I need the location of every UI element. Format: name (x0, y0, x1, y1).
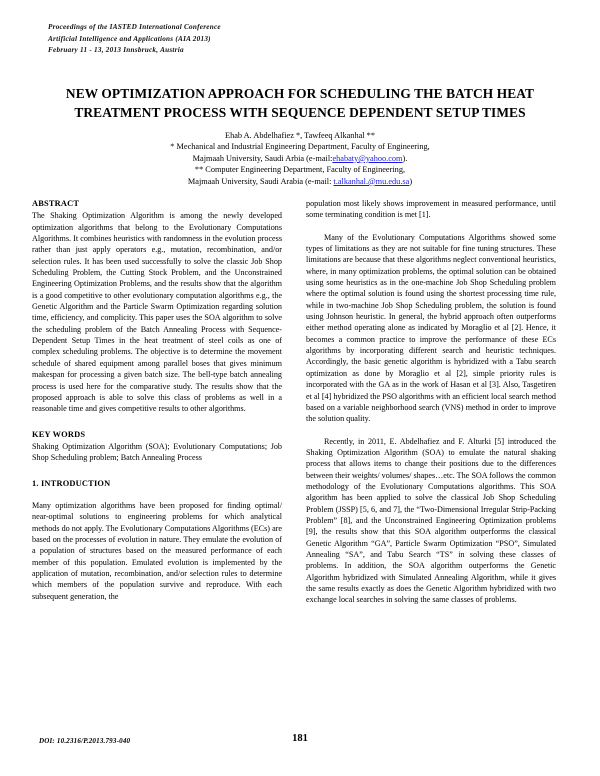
introduction-paragraph-2: Many of the Evolutionary Computations Algorithms showed some types of limitations as they are not suitable for fine tuning structures. These limitations are because that these algorithms neglect conventional heuristics, where, in many optimization problems, the optimal solution can be obtained using some heuristics as in the one-machine Job Shop Scheduling problem where the optimal solution is found using the shortest processing time rule, while in two-machine Job Shop Scheduling problem, the solution is found using Johnson heuristic. In general, the hybrid approach often outperforms either method operating alone as indicated by Moraglio et al [2]. Hence, it becomes a common practice to improve the performance of these ECs algorithms by incorporating different search and heuristic techniques. Accordingly, the basic genetic algorithm is hybridized with a Tabu search optimization as done by Moraglio et al [2], simple priority rules is incorporated with the GA as in the work of Hasan et al [3]. Also, Tasgetiren et al [4] hybridized the PSO algorithms with an efficient local search method based on a variable neighborhood search (VNS) method in order to improve the solution quality. (306, 232, 556, 424)
author-block (34, 130, 566, 187)
conference-date-location-line: February 11 - 13, 2013 Innsbruck, Austria (48, 46, 184, 54)
affiliation-1-suffix: ). (402, 153, 408, 163)
author-2-email-link[interactable]: t.alkanhal.@mu.edu.sa (333, 176, 410, 186)
affiliation-2-suffix: ) (409, 176, 413, 186)
introduction-paragraph-1-continued: population most likely shows improvement in measured performance, until some terminating condition is met [1]. (306, 199, 556, 220)
conference-name-line: Artificial Intelligence and Applications (AIA 2013) (48, 34, 211, 43)
doi-footer: DOI: 10.2316/P.2013.793-040 (39, 737, 131, 745)
keywords-text: Shaking Optimization Algorithm (SOA); Evolutionary Computations; Job Shop Scheduling problem; Batch Annealing Process (32, 441, 282, 463)
affiliation-2-line-1: ** Computer Engineering Department, Faculty of Engineering, (194, 165, 406, 175)
conference-proceedings-line: Proceedings of the IASTED International Conference (48, 23, 221, 31)
abstract-heading: ABSTRACT (32, 199, 80, 208)
introduction-paragraph-3: Recently, in 2011, E. Abdelhafiez and F. Alturki [5] introduced the Shaking Optimization Algorithm (SOA) to emulate the natural shaking process that allows items to change their positions due to the differences between their weights/ volumes/ shapes…etc. The SOA follows the common methodology of the Evolutionary Computations algorithms. This SOA algorithm has been applied to solve the classical Job Shop Scheduling Problem (JSSP) [5, 6, and 7], the “Two-Dimensional Irregular Strip-Packing Problem” [8], and the Unconstrained Engineering Optimization problems [9], the results show that this SOA algorithm outperforms the classical Genetic Algorithm “GA”, Particle Swarm Optimization “PSO”, Simulated Annealing “SA”, and Tabu Search “TS” in solving these classes of problems. In addition, the SOA algorithm outperforms the Genetic Algorithm hybridized with Simulated Annealing Algorithm, while it gives the same results exactly as does the Genetic Algorithm hybridized with two exchange local searches in solving the same classes of problems. (306, 436, 556, 605)
conference-header (48, 22, 368, 57)
column-right (306, 198, 556, 606)
affiliation-1-line-2 (34, 153, 566, 164)
introduction-heading: 1. INTRODUCTION (32, 478, 111, 488)
author-names: Ehab A. Abdelhafiez *, Tawfeeq Alkanhal ** (225, 131, 375, 140)
introduction-paragraph-1: Many optimization algorithms have been proposed for finding optimal/ near-optimal solutions to engineering problems for which analytical methods do not apply. The Evolutionary Computations Algorithms (ECs) are based on the processes of evolution in nature. They emulate the evolution of a population of structures based on the measured performance of each member of this population. Emulated evolution is implemented by the application of mutation, recombination, and/or selection rules to determine which members of the population survive and reproduce. With each subsequent generation, the (32, 500, 282, 601)
column-left (32, 198, 282, 602)
author-1-email-link[interactable]: ehabaty@yahoo.com (332, 153, 403, 163)
affiliation-1-prefix: Majmaah University, Saudi Arbia (e-mail: (192, 153, 333, 163)
page-number: 181 (292, 733, 308, 744)
affiliation-2-prefix: Majmaah University, Saudi Arabia (e-mail: (187, 176, 332, 186)
page-title: NEW OPTIMIZATION APPROACH FOR SCHEDULING THE BATCH HEAT TREATMENT PROCESS WITH SEQUENCE DEPENDENT SETUP TIMES (65, 86, 535, 120)
abstract-text: The Shaking Optimization Algorithm is among the newly developed optimization algorithms that belong to the Evolutionary Computations Algorithms. It combines heuristics with randomness in the evolution process rather than just apply operators e.g., mutation, recombination, and/or selection rules. It has been used successfully to solve the classic Job Shop Scheduling Problem, the Cutting Stock Problem, and the Unconstrained Engineering Optimization Problems, and the results show that the algorithm is a good competitive to other evolutionary computation algorithms e.g., the Genetic Algorithm and the Particle Swarm Optimization regarding solution time, efficiency, and complicity. This paper uses the SOA algorithm to solve the scheduling problem of the Batch Annealing Process with Sequence-Dependent Setup Times in the heat treatment of steel coils as one of complex scheduling problems. The objective is to determine the movement schedule of shared equipment among parallel boses that gives minimum makespan for processing a given batch size. The bell-type batch annealing process is used here for the comparative study. The results show that the proposed approach is able to solve this class of problems as well in a reasonable time and gives competitive results to other algorithms. (32, 211, 282, 414)
keywords-heading: KEY WORDS (32, 429, 86, 439)
affiliation-1-line-1: * Mechanical and Industrial Engineering Department, Faculty of Engineering, (170, 142, 430, 152)
affiliation-2-line-2 (34, 176, 566, 187)
